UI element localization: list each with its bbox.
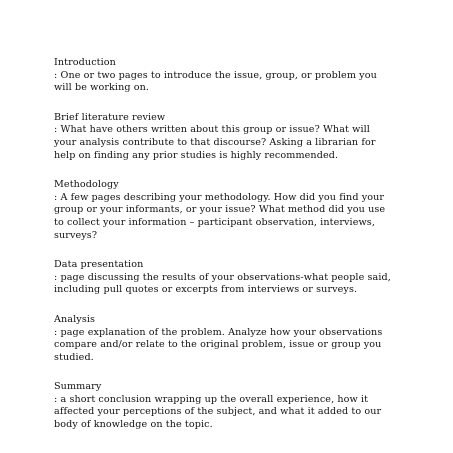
section-data-presentation [54,259,393,297]
section-heading: Brief literature review [54,111,166,123]
section-body: : One or two pages to introduce the issue, group, or problem you will be working on. [54,69,377,94]
section-introduction [54,57,393,95]
section-body: : A few pages describing your methodology. How did you find your group or your informants, or your issue? What method did you use to collect your information – participant observation, interviews, surveys? [54,191,386,241]
section-body: : What have others written about this group or issue? What will your analysis contribute to that discourse? Asking a librarian for help on finding any prior studies is highly recommended. [54,124,376,161]
section-literature-review [54,112,393,162]
section-heading: Data presentation [54,259,144,271]
section-body: : a short conclusion wrapping up the overall experience, how it affected your perceptions of the subject, and what it added to our body of knowledge on the topic. [54,393,382,431]
section-heading: Analysis [54,313,96,325]
section-heading: Summary [54,381,102,393]
section-analysis [54,314,393,364]
section-heading: Introduction [54,57,116,68]
section-heading: Methodology [54,179,119,191]
section-summary [54,381,393,431]
section-body: : page discussing the results of your observations-what people said, including pull quotes or excerpts from interviews or surveys. [54,271,391,296]
section-body: : page explanation of the problem. Analyze how your observations compare and/or relate to the original problem, issue or group you studied. [54,326,383,363]
section-methodology [54,179,393,242]
